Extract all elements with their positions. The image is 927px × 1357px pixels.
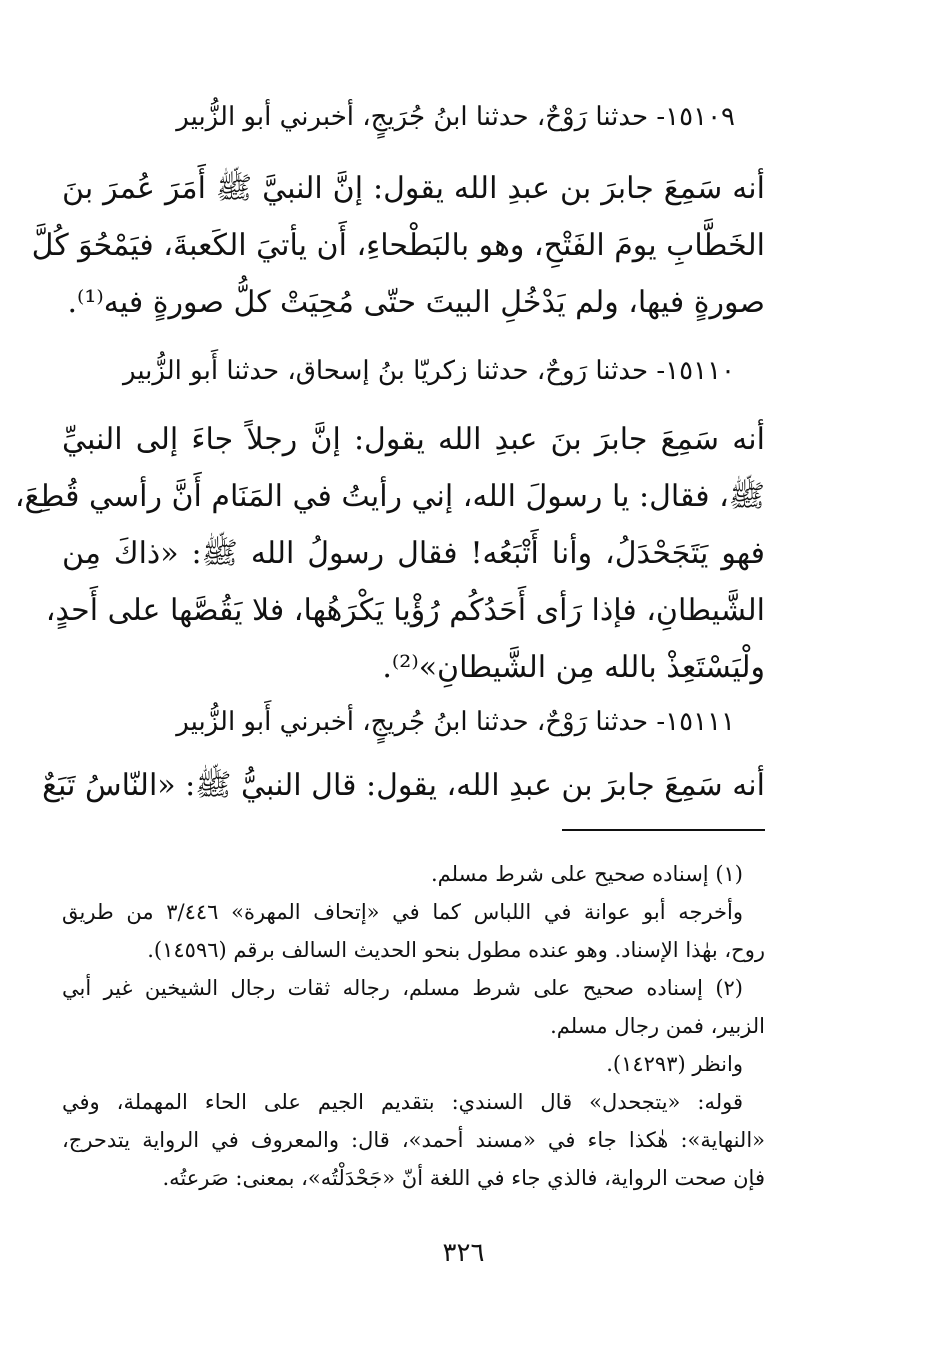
hadith-chain-15110: ١٥١١٠- حدثنا رَوحٌ، حدثنا زكريّا بنُ إسحاق، حدثنا أَبو الزُّبير bbox=[122, 356, 735, 386]
footnotes bbox=[62, 855, 765, 1197]
footnote-line: قوله: «يتجحدل» قال السندي: بتقديم الجيم على الحاء المهملة، وفي bbox=[62, 1090, 743, 1114]
hadith-line: أنه سَمِعَ جابرَ بنَ عبدِ الله يقول: إنَّ رجلاً جاءَ إلى النبيِّ bbox=[62, 422, 765, 457]
hadith-text-15109 bbox=[31, 160, 765, 331]
footnote-line: روح، بهٰذا الإسناد. وهو عنده مطول بنحو الحديث السالف برقم (١٤٥٩٦). bbox=[147, 938, 765, 962]
footnote-line: فإن صحت الرواية، فالذي جاء في اللغة أنّ «جَحْدَلْتُه»، بمعنى: صَرعتُه. bbox=[162, 1166, 765, 1190]
hadith-line: أنه سَمِعَ جابرَ بن عبدِ الله يقول: إنَّ النبيَّ ﷺ أَمَرَ عُمرَ بنَ bbox=[62, 171, 765, 206]
hadith-line: صورةٍ فيها، ولم يَدْخُلِ البيتَ حتّى مُحِيَتْ كلُّ صورةٍ فيه⁽¹⁾. bbox=[67, 285, 765, 320]
hadith-chain-15109: ١٥١٠٩- حدثنا رَوْحٌ، حدثنا ابنُ جُرَيجٍ، أخبرني أبو الزُّبير bbox=[176, 102, 735, 132]
footnote-line: «النهاية»: هٰكذا جاء في «مسند أحمد»، قال: والمعروف في الرواية يتدحرج، bbox=[62, 1128, 765, 1152]
hadith-text-15110 bbox=[14, 411, 765, 696]
hadith-line: ﷺ، فقال: يا رسولَ الله، إني رأيتُ في المَنَام أَنَّ رأسي قُطِعَ، bbox=[14, 479, 765, 514]
hadith-line: أنه سَمِعَ جابرَ بن عبدِ الله، يقول: قال النبيُّ ﷺ: «النّاسُ تَبَعٌ bbox=[42, 768, 765, 803]
page-number: ٣٢٦ bbox=[442, 1238, 485, 1268]
footnote-1: (١) إسناده صحيح على شرط مسلم. bbox=[430, 862, 743, 886]
hadith-line: ولْيَسْتَعِذْ بالله مِن الشَّيطانِ»⁽²⁾. bbox=[382, 650, 765, 685]
hadith-text-15111 bbox=[42, 757, 765, 814]
hadith-line: الخَطَّابِ يومَ الفَتْحِ، وهو بالبَطْحاءِ، أَن يأتيَ الكَعبةَ، فيَمْحُوَ كُلَّ bbox=[31, 228, 765, 263]
footnote-2: (٢) إسناده صحيح على شرط مسلم، رجاله ثقات رجال الشيخين غير أبي bbox=[62, 976, 743, 1000]
footnote-line: وأخرجه أبو عوانة في اللباس كما في «إتحاف المهرة» ٣/٤٤٦ من طريق bbox=[62, 900, 743, 924]
hadith-chain-15111: ١٥١١١- حدثنا رَوْحٌ، حدثنا ابنُ جُريجٍ، أخبرني أَبو الزُّبير bbox=[176, 707, 735, 737]
hadith-line: الشَّيطانِ، فإذا رَأى أَحَدُكُم رُؤْيا يَكْرَهُها، فلا يَقُصَّها على أَحدٍ، bbox=[45, 593, 765, 628]
footnote-separator bbox=[562, 829, 765, 831]
footnote-line: الزبير، فمن رجال مسلم. bbox=[550, 1014, 765, 1038]
footnote-line: وانظر (١٤٢٩٣). bbox=[606, 1052, 743, 1076]
hadith-line: فهو يَتَجَحْدَلُ، وأنا أَتْبَعُه! فقال رسولُ الله ﷺ: «ذاكَ مِن bbox=[62, 536, 765, 571]
